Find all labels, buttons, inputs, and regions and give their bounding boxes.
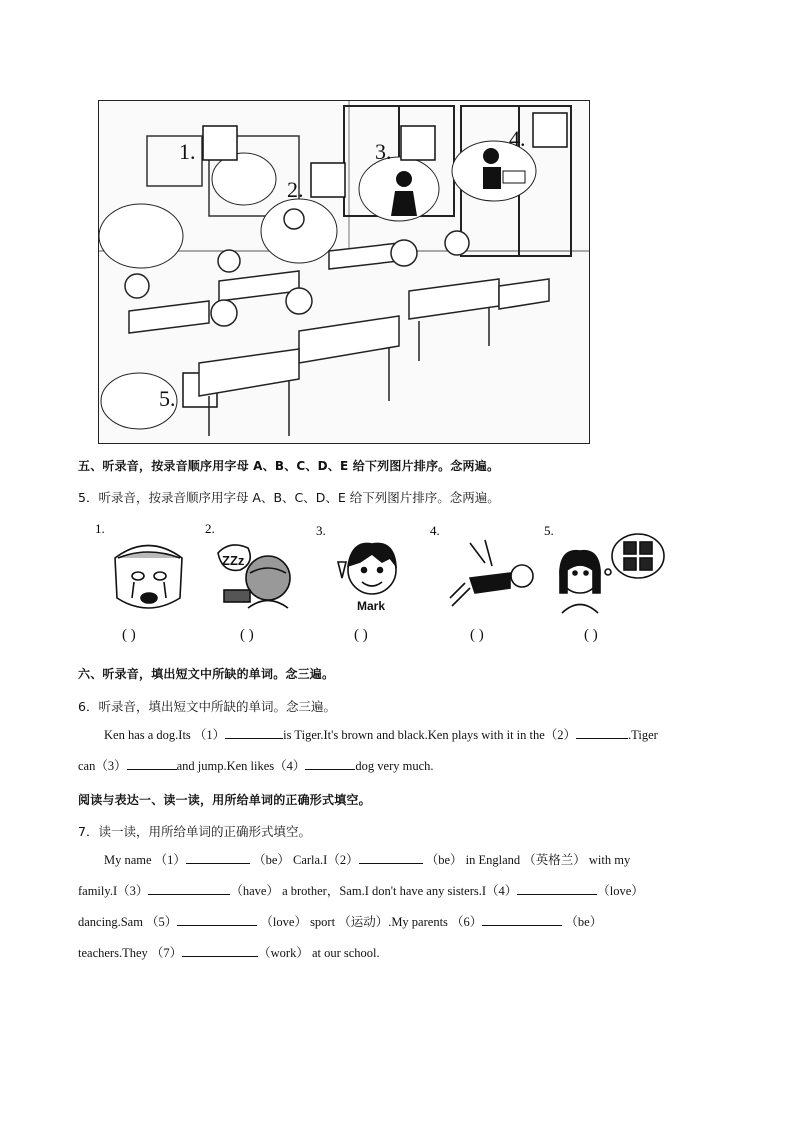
label-4: 4. bbox=[509, 126, 526, 151]
answer-paren-5[interactable]: ( ) bbox=[584, 627, 598, 643]
pic-label-1: 1. bbox=[95, 521, 105, 536]
answer-paren-3[interactable]: ( ) bbox=[354, 627, 368, 643]
pic-label-4: 4. bbox=[430, 523, 440, 538]
label-5: 5. bbox=[159, 386, 176, 411]
thought-bubble bbox=[261, 199, 337, 263]
q6-instruction: 6．听录音，填出短文中所缺的单词。念三遍。 bbox=[78, 699, 336, 714]
classroom-illustration bbox=[98, 100, 590, 444]
q6-line-2: can（3） and jump.Ken likes（4） dog very much. bbox=[78, 756, 723, 776]
thought-bubble bbox=[212, 153, 276, 205]
classroom-drawing bbox=[99, 101, 589, 443]
section7-title: 阅读与表达一、读一读，用所给单词的正确形式填空。 bbox=[78, 793, 371, 807]
blank-q7-5[interactable] bbox=[177, 912, 257, 926]
reading-silhouette bbox=[483, 148, 499, 164]
blank-q7-1[interactable] bbox=[186, 850, 250, 864]
pic-label-5: 5. bbox=[544, 523, 554, 538]
label-1: 1. bbox=[179, 139, 196, 164]
q7-line-3: dancing.Sam （5） （love） sport （运动）.My parents （6） （be） bbox=[78, 912, 723, 932]
girl-thinking-picture bbox=[560, 534, 664, 613]
answer-box-2 bbox=[311, 163, 345, 197]
zzz-text: ZZz bbox=[222, 553, 245, 568]
falling-boy-picture bbox=[450, 540, 533, 606]
answer-paren-1[interactable]: ( ) bbox=[122, 627, 136, 643]
mark-picture bbox=[338, 543, 396, 594]
picture-row bbox=[90, 518, 690, 618]
pic-label-3: 3. bbox=[316, 523, 326, 538]
sleeping-boy-picture bbox=[218, 545, 290, 608]
blank-3[interactable] bbox=[127, 756, 177, 770]
blank-q7-7[interactable] bbox=[182, 943, 258, 957]
blank-q7-2[interactable] bbox=[359, 850, 423, 864]
label-3: 3. bbox=[375, 139, 392, 164]
q6-line-1: Ken has a dog.Its （1） is Tiger.It's brown and black.Ken plays with it in the（2） .Tiger bbox=[78, 725, 749, 745]
blank-q7-4[interactable] bbox=[517, 881, 597, 895]
q7-line-1: My name （1） （be） Carla.I（2） （be） in England （英格兰） with my bbox=[78, 850, 749, 870]
answer-box-4 bbox=[533, 113, 567, 147]
label-2: 2. bbox=[287, 177, 304, 202]
answer-paren-2[interactable]: ( ) bbox=[240, 627, 254, 643]
thought-bubble bbox=[99, 204, 183, 268]
q7-instruction: 7．读一读，用所给单词的正确形式填空。 bbox=[78, 824, 311, 839]
mark-label: Mark bbox=[357, 599, 386, 613]
q7-line-2: family.I（3） （have） a brother，Sam.I don't have any sisters.I（4） （love） bbox=[78, 881, 723, 901]
q5-instruction: 5．听录音，按录音顺序用字母 A、B、C、D、E 给下列图片排序。念两遍。 bbox=[78, 490, 500, 505]
blank-2[interactable] bbox=[576, 725, 628, 739]
answer-box-1 bbox=[203, 126, 237, 160]
crying-boy-picture bbox=[115, 546, 182, 609]
blank-q7-3[interactable] bbox=[148, 881, 230, 895]
picture-row-drawing bbox=[90, 518, 690, 618]
section6-title: 六、听录音，填出短文中所缺的单词。念三遍。 bbox=[78, 667, 335, 681]
q7-line-4: teachers.They （7） （work） at our school. bbox=[78, 943, 723, 963]
blank-4[interactable] bbox=[305, 756, 355, 770]
pic-label-2: 2. bbox=[205, 521, 215, 536]
section5-title: 五、听录音，按录音顺序用字母 A、B、C、D、E 给下列图片排序。念两遍。 bbox=[78, 459, 500, 473]
blank-1[interactable] bbox=[225, 725, 283, 739]
answer-box-3 bbox=[401, 126, 435, 160]
girl-silhouette bbox=[396, 171, 412, 187]
answer-paren-4[interactable]: ( ) bbox=[470, 627, 484, 643]
blank-q7-6[interactable] bbox=[482, 912, 562, 926]
